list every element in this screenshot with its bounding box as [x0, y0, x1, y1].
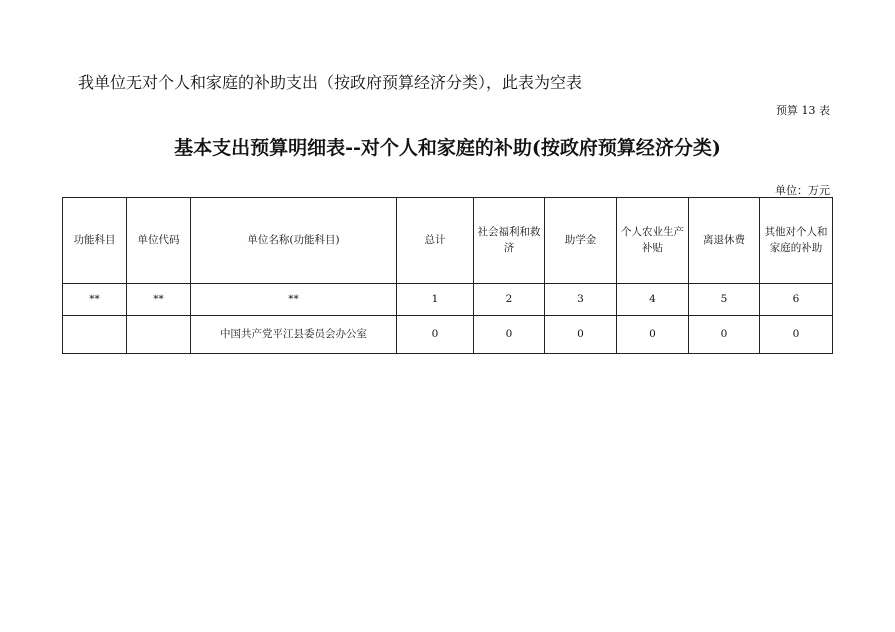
index-cell: ** [127, 284, 191, 316]
table-cell: 0 [474, 316, 545, 354]
index-cell: 6 [760, 284, 833, 316]
index-cell: 3 [545, 284, 617, 316]
empty-table-notice: 我单位无对个人和家庭的补助支出（按政府预算经济分类），此表为空表 [78, 73, 583, 92]
table-cell: 0 [689, 316, 760, 354]
index-cell: ** [63, 284, 127, 316]
table-cell: 0 [397, 316, 474, 354]
table-cell: 0 [617, 316, 689, 354]
index-cell: ** [191, 284, 397, 316]
index-cell: 2 [474, 284, 545, 316]
table-row [63, 316, 833, 354]
budget-table [62, 197, 833, 354]
table-code: 预算 13 表 [776, 104, 830, 117]
table-cell: 中国共产党平江县委员会办公室 [191, 316, 397, 354]
index-row [63, 284, 833, 316]
col-header: 单位名称(功能科目) [191, 198, 397, 284]
table-cell: 0 [760, 316, 833, 354]
col-header: 助学金 [545, 198, 617, 284]
col-header: 离退休费 [689, 198, 760, 284]
table-cell [63, 316, 127, 354]
index-cell: 4 [617, 284, 689, 316]
unit-label: 单位：万元 [775, 184, 830, 197]
index-cell: 5 [689, 284, 760, 316]
col-header: 单位代码 [127, 198, 191, 284]
table-cell: 0 [545, 316, 617, 354]
col-header: 总计 [397, 198, 474, 284]
col-header: 功能科目 [63, 198, 127, 284]
page-title: 基本支出预算明细表--对个人和家庭的补助(按政府预算经济分类) [174, 137, 721, 159]
col-header: 社会福利和救济 [474, 198, 545, 284]
header-row [63, 198, 833, 284]
col-header: 个人农业生产补贴 [617, 198, 689, 284]
index-cell: 1 [397, 284, 474, 316]
col-header: 其他对个人和家庭的补助 [760, 198, 833, 284]
table-cell [127, 316, 191, 354]
